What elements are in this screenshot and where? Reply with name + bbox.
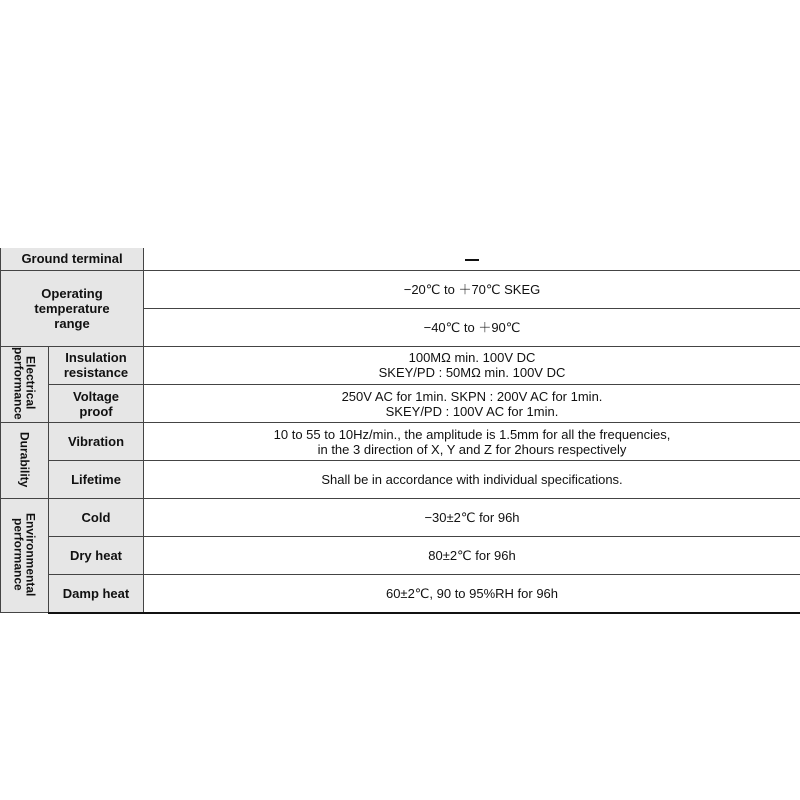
environmental-category: [1, 499, 49, 613]
dry-heat-value: [144, 537, 800, 575]
voltage-label-line: proof: [79, 403, 113, 419]
vibration-value-line: in the 3 direction of X, Y and Z for 2hours respectively: [317, 441, 627, 457]
environmental-category-line: performance: [11, 517, 26, 591]
ground-terminal-label-text: Ground terminal: [21, 251, 123, 267]
voltage-label-line: Voltage: [73, 388, 119, 404]
electrical-category-line: performance: [11, 346, 26, 420]
row-damp-heat: [1, 575, 800, 613]
row-insulation: [1, 346, 800, 384]
dry-heat-label: [49, 537, 144, 575]
voltage-value: [144, 384, 800, 422]
cold-value-text: −30±2℃ for 96h: [424, 510, 520, 526]
environmental-category-label: [13, 513, 37, 596]
damp-heat-value-text: 60±2℃, 90 to 95%RH for 96h: [385, 585, 559, 601]
row-vibration: [1, 423, 800, 461]
row-operating-temp-1: [1, 270, 800, 308]
insulation-value-line: 100MΩ min. 100V DC: [408, 350, 536, 366]
lifetime-value-text: Shall be in accordance with individual specifications.: [321, 472, 623, 488]
operating-temp-value-1-text: −20℃ to ＋70℃ SKEG: [403, 281, 541, 297]
voltage-label: [49, 384, 144, 422]
lifetime-label-text: Lifetime: [71, 472, 121, 488]
vibration-value-line: 10 to 55 to 10Hz/min., the amplitude is 1.5mm for all the frequencies,: [273, 426, 671, 442]
operating-temp-value-2-text: −40℃ to ＋90℃: [423, 319, 521, 335]
operating-temp-label-line: range: [54, 315, 90, 331]
vibration-label-text: Vibration: [67, 434, 125, 450]
row-ground-terminal: [1, 248, 800, 270]
operating-temp-label-line: Operating: [41, 285, 103, 301]
row-voltage: [1, 384, 800, 422]
operating-temp-label-line: temperature: [34, 300, 110, 316]
insulation-label-line: resistance: [63, 365, 129, 381]
ground-terminal-value: [144, 248, 800, 270]
damp-heat-value: [144, 575, 800, 613]
row-dry-heat: [1, 537, 800, 575]
spec-table: [0, 248, 800, 614]
operating-temp-label: [1, 270, 144, 346]
voltage-value-line: 250V AC for 1min. SKPN : 200V AC for 1min.: [341, 388, 603, 404]
operating-temp-value-1: [144, 270, 800, 308]
operating-temp-value-2: [144, 308, 800, 346]
insulation-value-line: SKEY/PD : 50MΩ min. 100V DC: [378, 365, 566, 381]
dry-heat-label-text: Dry heat: [69, 548, 123, 564]
row-lifetime: [1, 461, 800, 499]
cold-label: [49, 499, 144, 537]
cold-label-text: Cold: [81, 510, 111, 526]
damp-heat-label: [49, 575, 144, 613]
durability-category-label: Durability: [17, 431, 32, 487]
cold-value: [144, 499, 800, 537]
lifetime-label: [49, 461, 144, 499]
dry-heat-value-text: 80±2℃ for 96h: [428, 548, 516, 564]
voltage-value-line: SKEY/PD : 100V AC for 1min.: [385, 403, 559, 419]
vibration-label: [49, 423, 144, 461]
lifetime-value: [144, 461, 800, 499]
insulation-label-line: Insulation: [65, 350, 127, 366]
ground-terminal-label: [1, 248, 144, 270]
electrical-category-line: Electrical: [23, 356, 38, 410]
damp-heat-label-text: Damp heat: [62, 585, 130, 601]
row-cold: [1, 499, 800, 537]
insulation-label: [49, 346, 144, 384]
durability-category: [1, 423, 49, 499]
vibration-value: [144, 423, 800, 461]
electrical-category: [1, 346, 49, 423]
insulation-value: [144, 346, 800, 384]
dash-mark: [465, 259, 479, 261]
electrical-category-label: [13, 347, 37, 420]
environmental-category-line: Environmental: [23, 512, 38, 596]
